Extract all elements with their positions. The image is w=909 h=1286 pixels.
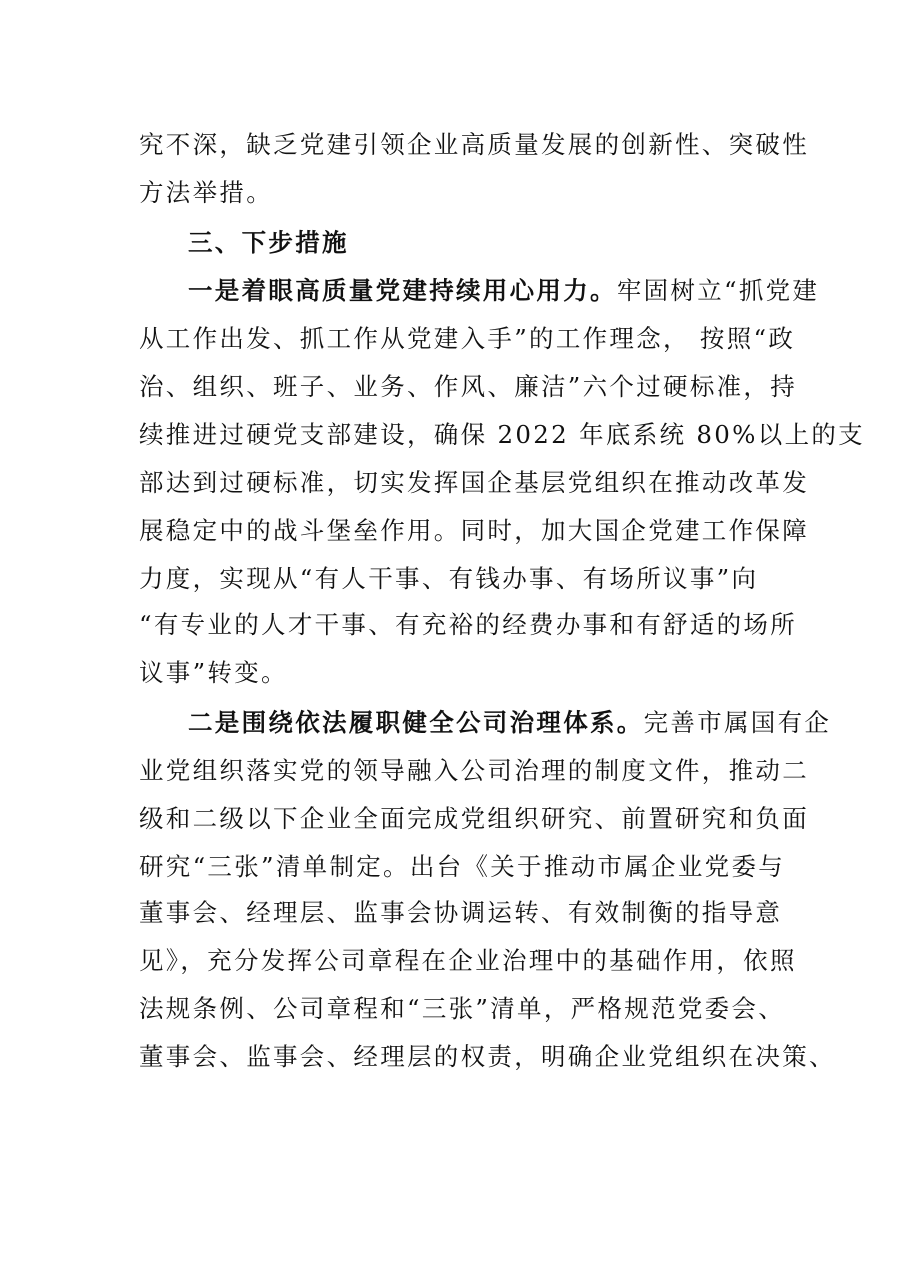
- text-line: “有专业的人才干事、有充裕的经费办事和有舒适的场所: [139, 610, 798, 639]
- paragraph-first-line: [188, 708, 831, 738]
- text-line: 见》，充分发挥公司章程在企业治理中的基础作用，依照: [139, 946, 797, 975]
- paragraph-text: 牢固树立“抓党建: [616, 276, 820, 305]
- text-line: 研究“三张”清单制定。出台《关于推动市属企业党委与: [139, 852, 786, 881]
- text-line: 究不深，缺乏党建引领企业高质量发展的创新性、突破性: [139, 130, 809, 159]
- text-line: 议事”转变。: [139, 658, 288, 687]
- text-line: 展稳定中的战斗堡垒作用。同时，加大国企党建工作保障: [139, 516, 809, 545]
- text-line: 法规条例、公司章程和“三张”清单，严格规范党委会、: [139, 994, 786, 1023]
- text-line: 级和二级以下企业全面完成党组织研究、前置研究和负面: [139, 804, 809, 833]
- text-line: 业党组织落实党的领导融入公司治理的制度文件，推动二: [139, 756, 809, 785]
- paragraph-lead: 二是围绕依法履职健全公司治理体系。: [188, 708, 644, 737]
- text-line: 力度，实现从“有人干事、有钱办事、有场所议事”向: [139, 564, 759, 593]
- text-line: 部达到过硬标准，切实发挥国企基层党组织在推动改革发: [139, 468, 809, 497]
- text-line: 从工作出发、抓工作从党建入手”的工作理念， 按照“政: [139, 324, 796, 353]
- text-line: 续推进过硬党支部建设，确保 2022 年底系统 80%以上的支: [139, 420, 865, 449]
- paragraph-first-line: [188, 276, 819, 306]
- text-line: 方法举措。: [139, 178, 273, 207]
- paragraph-text: 完善市属国有企: [643, 708, 832, 737]
- section-heading: 三、下步措施: [188, 228, 349, 257]
- paragraph-lead: 一是着眼高质量党建持续用心用力。: [188, 276, 617, 305]
- text-line: 治、组织、班子、业务、作风、廉洁”六个过硬标准，持: [139, 372, 798, 401]
- text-line: 董事会、经理层、监事会协调运转、有效制衡的指导意: [139, 898, 783, 927]
- text-line: 董事会、监事会、经理层的权责，明确企业党组织在决策、: [139, 1042, 836, 1071]
